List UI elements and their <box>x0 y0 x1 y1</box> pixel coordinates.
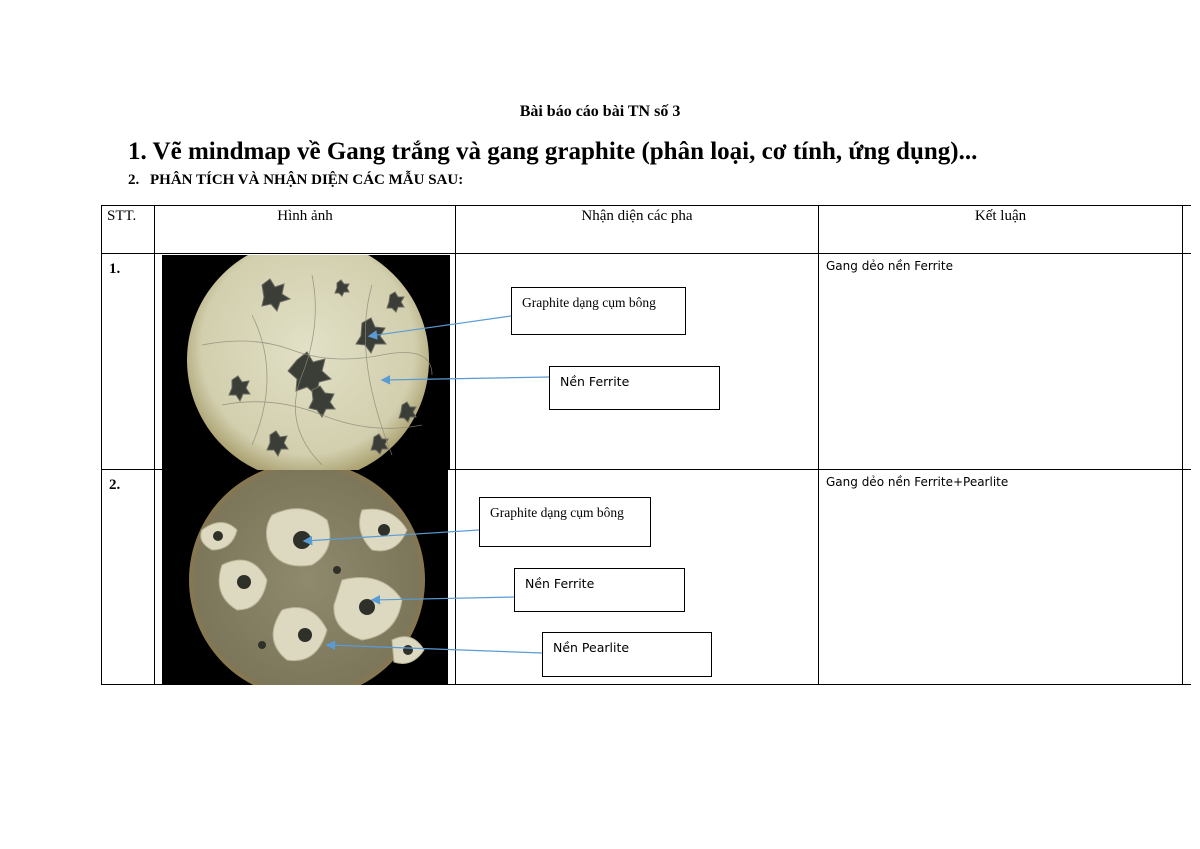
heading-analysis-number: 2. <box>128 172 140 188</box>
micrograph-sample-1 <box>162 255 450 470</box>
callout-row2-graphite: Graphite dạng cụm bông <box>479 497 651 547</box>
row-2-stt: 2. <box>109 477 121 493</box>
header-conclusion: Kết luận <box>974 208 1027 224</box>
row-1-stt: 1. <box>109 261 121 277</box>
micrograph-sample-2 <box>162 470 448 685</box>
header-phases: Nhận diện các pha <box>581 208 693 224</box>
callout-row2-ferrite: Nền Ferrite <box>514 568 685 612</box>
heading-mindmap: 1. Vẽ mindmap về Gang trắng và gang graphite (phân loại, cơ tính, ứng dụng)... <box>128 138 978 165</box>
callout-row2-pearlite: Nền Pearlite <box>542 632 712 677</box>
heading-analysis-text: PHÂN TÍCH VÀ NHẬN DIỆN CÁC MẪU SAU: <box>150 172 464 188</box>
callout-row1-ferrite: Nền Ferrite <box>549 366 720 410</box>
callout-row1-graphite: Graphite dạng cụm bông <box>511 287 686 335</box>
row-1-conclusion: Gang dẻo nền Ferrite <box>826 259 953 273</box>
heading-analysis <box>128 172 463 189</box>
header-stt: STT. <box>107 208 137 224</box>
header-image: Hình ảnh <box>277 208 333 224</box>
row-2-conclusion: Gang dẻo nền Ferrite+Pearlite <box>826 475 1009 489</box>
document-title: Bài báo cáo bài TN số 3 <box>519 103 681 120</box>
